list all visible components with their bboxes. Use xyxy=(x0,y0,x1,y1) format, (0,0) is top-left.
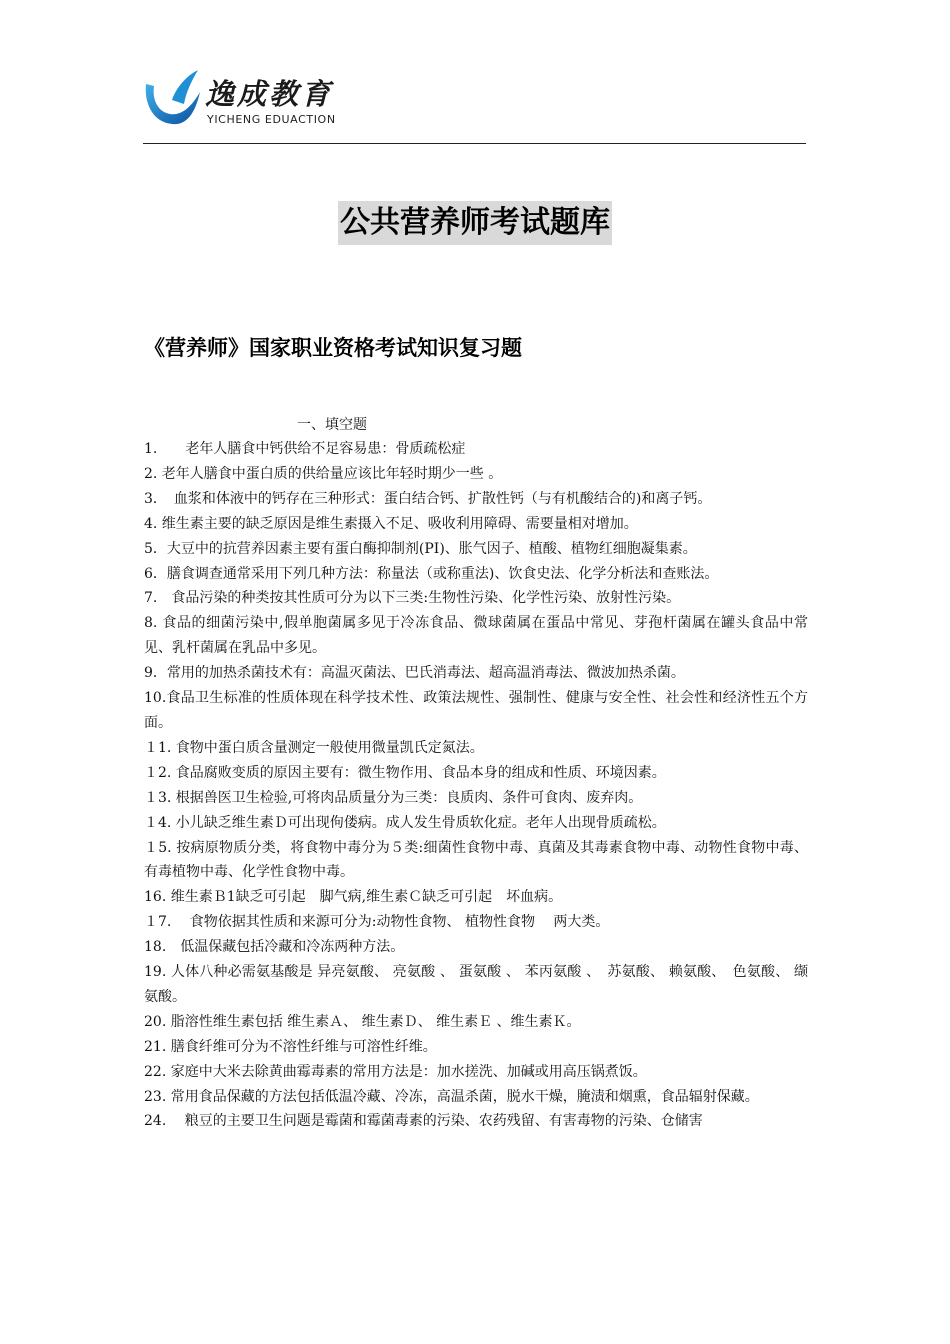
list-item: 6．膳食调查通常采用下列几种方法：称量法（或称重法)、饮食史法、化学分析法和查账法。 xyxy=(144,565,719,582)
page-title-wrap xyxy=(0,201,950,245)
list-item: １7. 食物依据其性质和来源可分为:动物性食物、 植物性食物 两大类。 xyxy=(144,914,610,931)
list-item: 7. 食品污染的种类按其性质可分为以下三类:生物性污染、化学性污染、放射性污染。 xyxy=(144,590,681,607)
question-list xyxy=(144,437,808,1134)
list-item: 9．常用的加热杀菌技术有：高温灭菌法、巴氏消毒法、超高温消毒法、微波加热杀菌。 xyxy=(144,665,685,682)
page-title: 公共营养师考试题库 xyxy=(338,201,612,245)
list-item: 22. 家庭中大米去除黄曲霉毒素的常用方法是：加水搓洗、加碱或用高压锅煮饭。 xyxy=(144,1063,647,1080)
list-item: １2. 食品腐败变质的原因主要有：微生物作用、食品本身的组成和性质、环境因素。 xyxy=(144,764,666,781)
logo-english-name: YICHENG EDUACTION xyxy=(207,113,336,126)
list-item: 16. 维生素Ｂ1缺乏可引起 脚气病,维生素Ｃ缺乏可引起 坏血病。 xyxy=(144,889,563,906)
logo-chinese-name: 逸成教育 xyxy=(205,77,334,111)
list-item: １3. 根据兽医卫生检验,可将肉品质量分为三类：良质肉、条件可食肉、废弃肉。 xyxy=(144,789,643,806)
list-item: 4. 维生素主要的缺乏原因是维生素摄入不足、吸收利用障碍、需要量相对增加。 xyxy=(144,515,638,532)
logo-swoosh-icon xyxy=(142,66,204,130)
list-item: 23. 常用食品保藏的方法包括低温冷藏、冷冻，高温杀菌，脱水干燥，腌渍和烟熏，食品辐射保藏。 xyxy=(144,1088,759,1105)
list-item: 10.食品卫生标准的性质体现在科学技术性、政策法规性、强制性、健康与安全性、社会性和经济性五个方面。 xyxy=(144,690,808,731)
header-divider xyxy=(143,143,806,144)
list-item: １1. 食物中蛋白质含量测定一般使用微量凯氏定氮法。 xyxy=(144,739,484,756)
list-item: 24. 粮豆的主要卫生问题是霉菌和霉菌毒素的污染、农药残留、有害毒物的污染、仓储害 xyxy=(144,1113,703,1130)
list-item: 20. 脂溶性维生素包括 维生素Ａ、 维生素Ｄ、 维生素Ｅ 、维生素Ｋ。 xyxy=(144,1013,581,1030)
list-item: 8. 食品的细菌污染中,假单胞菌属多见于冷冻食品、微球菌属在蛋品中常见、芽孢杆菌属在罐头食品中常见、乳杆菌属在乳品中多见。 xyxy=(144,615,808,657)
list-item: 5．大豆中的抗营养因素主要有蛋白酶抑制剂(PI)、胀气因子、植酸、植物红细胞凝集素。 xyxy=(144,540,697,557)
section-heading: 一、填空题 xyxy=(297,417,367,433)
list-item: 21. 膳食纤维可分为不溶性纤维与可溶性纤维。 xyxy=(144,1038,437,1055)
list-item: 2. 老年人膳食中蛋白质的供给量应该比年轻时期少一些 。 xyxy=(144,465,503,482)
document-subtitle: 《营养师》国家职业资格考试知识复习题 xyxy=(144,336,522,360)
list-item: 3． 血浆和体液中的钙存在三种形式：蛋白结合钙、扩散性钙（与有机酸结合的)和离子钙。 xyxy=(144,490,712,507)
list-item: 19. 人体八种必需氨基酸是 异亮氨酸、 亮氨酸 、 蛋氨酸 、 苯丙氨酸 、 苏氨酸、 赖氨酸、 色氨酸、 缬氨酸。 xyxy=(144,964,808,1005)
list-item: 18. 低温保藏包括冷藏和冷冻两种方法。 xyxy=(144,939,405,956)
list-item: １4. 小儿缺乏维生素Ｄ可出现佝偻病。成人发生骨质软化症。老年人出现骨质疏松。 xyxy=(144,814,666,831)
list-item: 1. 老年人膳食中钙供给不足容易患：骨质疏松症 xyxy=(144,441,466,457)
list-item: １5. 按病原物质分类，将食物中毒分为５类:细菌性食物中毒、真菌及其毒素食物中毒、动物性食物中毒、有毒植物中毒、化学性食物中毒。 xyxy=(144,839,808,881)
